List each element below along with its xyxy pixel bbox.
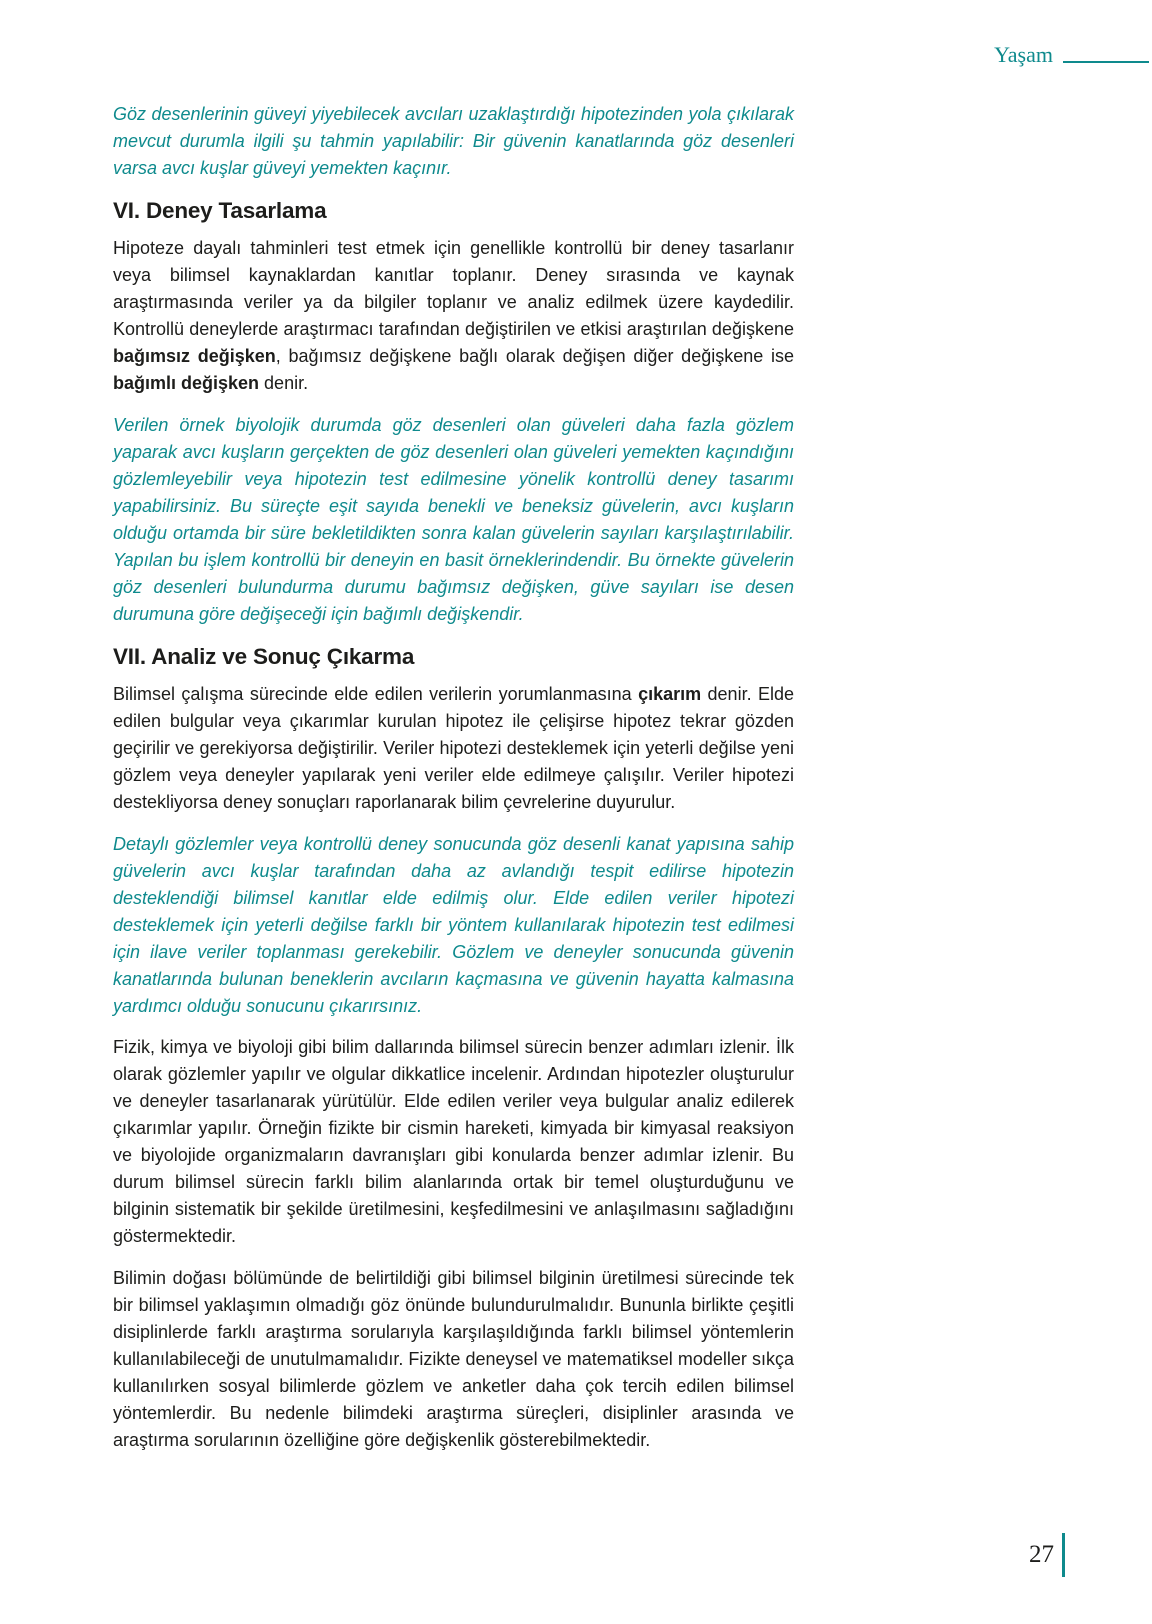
nature-of-science-paragraph (113, 1265, 794, 1454)
running-head-label: Yaşam (994, 42, 1053, 67)
page-footer (1029, 1533, 1065, 1577)
page-number-rule (1062, 1533, 1065, 1577)
text-run: Verilen örnek biyolojik durumda göz desenleri olan güveleri daha fazla gözlem yaparak avcı kuşların gerçekten de göz desenleri olan güveleri yemekten kaçındığını gözlemleyebilir veya hipotezin test edilmesine yönelik kontrollü deney tasarımı yapabilirsiniz. Bu süreçte eşit sayıda benekli ve beneksiz güvelerin, avcı kuşların olduğu ortamda bir süre bekletildikten sonra kalan güvelerin sayıları karşılaştırılabilir. Yapılan bu işlem kontrollü bir deneyin en basit örneklerindendir. Bu örnekte güvelerin göz desenleri bulundurma durumu bağımsız değişken, güve sayıları ise desen durumuna göre değişeceği için bağımlı değişkendir. (113, 415, 794, 624)
section-vi-heading (113, 196, 794, 226)
evidence-support-note-paragraph (113, 831, 794, 1020)
text-run: Bilimsel çalışma sürecinde elde edilen verilerin yorumlanmasına (113, 684, 639, 704)
prediction-note-paragraph (113, 101, 794, 182)
text-run: Fizik, kimya ve biyoloji gibi bilim dallarında bilimsel sürecin benzer adımları izlenir. İlk olarak gözlemler yapılır ve olgular dikkatlice incelenir. Ardından hipotezler oluşturulur ve deneyler tasarlanarak yürütülür. Elde edilen veriler veya bulgular analiz edilerek çıkarımlar yapılır. Örneğin fizikte bir cismin hareketi, kimyada bir kimyasal reaksiyon ve biyolojide organizmaların davranışları gibi konularda benzer adımlar izlenir. Bu durum bilimsel sürecin farklı bilim alanlarında ortak bir temel oluşturduğunu ve bilginin sistematik bir şekilde üretilmesini, keşfedilmesini ve anlaşılmasını sağladığını göstermektedir. (113, 1037, 794, 1246)
page-number: 27 (1029, 1541, 1054, 1568)
text-run: Göz desenlerinin güveyi yiyebilecek avcıları uzaklaştırdığı hipotezinden yola çıkılarak mevcut durumla ilgili şu tahmin yapılabilir: Bir güvenin kanatlarında göz desenleri varsa avcı kuşlar güveyi yemekten kaçınır. (113, 104, 794, 178)
text-run: denir. Elde edilen bulgular veya çıkarımlar kurulan hipotez ile çelişirse hipotez tekrar gözden geçirilir ve gerekiyorsa değiştirilir. Veriler hipotezi desteklemek için yeterli değilse yeni gözlem veya deneyler yapılarak yeni veriler elde edilmeye çalışılır. Veriler hipotezi destekliyorsa deney sonuçları raporlanarak bilim çevrelerine duyurulur. (113, 684, 794, 812)
controlled-experiment-note-paragraph (113, 412, 794, 628)
bold-term: çıkarım (638, 684, 702, 704)
section-vii-heading (113, 642, 794, 672)
bold-term: bağımsız değişken (113, 346, 276, 366)
text-run: Bilimin doğası bölümünde de belirtildiği gibi bilimsel bilginin üretilmesi sürecinde tek bir bilimsel yaklaşımın olmadığı göz önünde bulundurulmalıdır. Bununla birlikte çeşitli disiplinlerde farklı araştırma sorularıyla karşılaşıldığında farklı bilimsel yöntemlerin kullanılabileceği de unutulmamalıdır. Fizikte deneysel ve matematiksel modeller sıkça kullanılırken sosyal bilimlerde gözlem ve anketler daha çok tercih edilen bilimsel yöntemlerdir. Bu nedenle bilimdeki araştırma süreçleri, disiplinler arasında ve araştırma sorularının özelliğine göre değişkenlik gösterebilmektedir. (113, 1268, 794, 1450)
text-run: denir. (259, 373, 309, 393)
running-head (994, 42, 1149, 68)
text-run: Detaylı gözlemler veya kontrollü deney sonucunda göz desenli kanat yapısına sahip güvelerin avcı kuşlar tarafından daha az avlandığı tespit edilirse hipotezin desteklendiği bilimsel kanıtlar elde edilmiş olur. Elde edilen veriler hipotezi desteklemek için yeterli değilse farklı bir yöntem kullanılarak hipotezin test edilmesi için ilave veriler toplanması gerekebilir. Gözlem ve deneyler sonucunda güvenin kanatlarında bulunan beneklerin avcıların kaçmasına ve güvenin hayatta kalmasına yardımcı olduğu sonucunu çıkarırsınız. (113, 834, 794, 1016)
experiment-design-paragraph (113, 235, 794, 397)
scientific-process-paragraph (113, 1034, 794, 1250)
analysis-conclusion-paragraph (113, 681, 794, 816)
text-run: VII. Analiz ve Sonuç Çıkarma (113, 644, 415, 669)
content (113, 101, 794, 1469)
bold-term: bağımlı değişken (113, 373, 260, 393)
text-run: Hipoteze dayalı tahminleri test etmek için genellikle kontrollü bir deney tasarlanır veya bilimsel kaynaklardan kanıtlar toplanır. Deney sırasında ve kaynak araştırmasında veriler ya da bilgiler toplanır ve analiz edilmek üzere kaydedilir. Kontrollü deneylerde araştırmacı tarafından değiştirilen ve etkisi araştırılan değişkene (113, 238, 794, 339)
text-run: , bağımsız değişkene bağlı olarak değişen diğer değişkene ise (275, 346, 794, 366)
text-run: VI. Deney Tasarlama (113, 198, 327, 223)
running-head-rule (1063, 61, 1149, 63)
